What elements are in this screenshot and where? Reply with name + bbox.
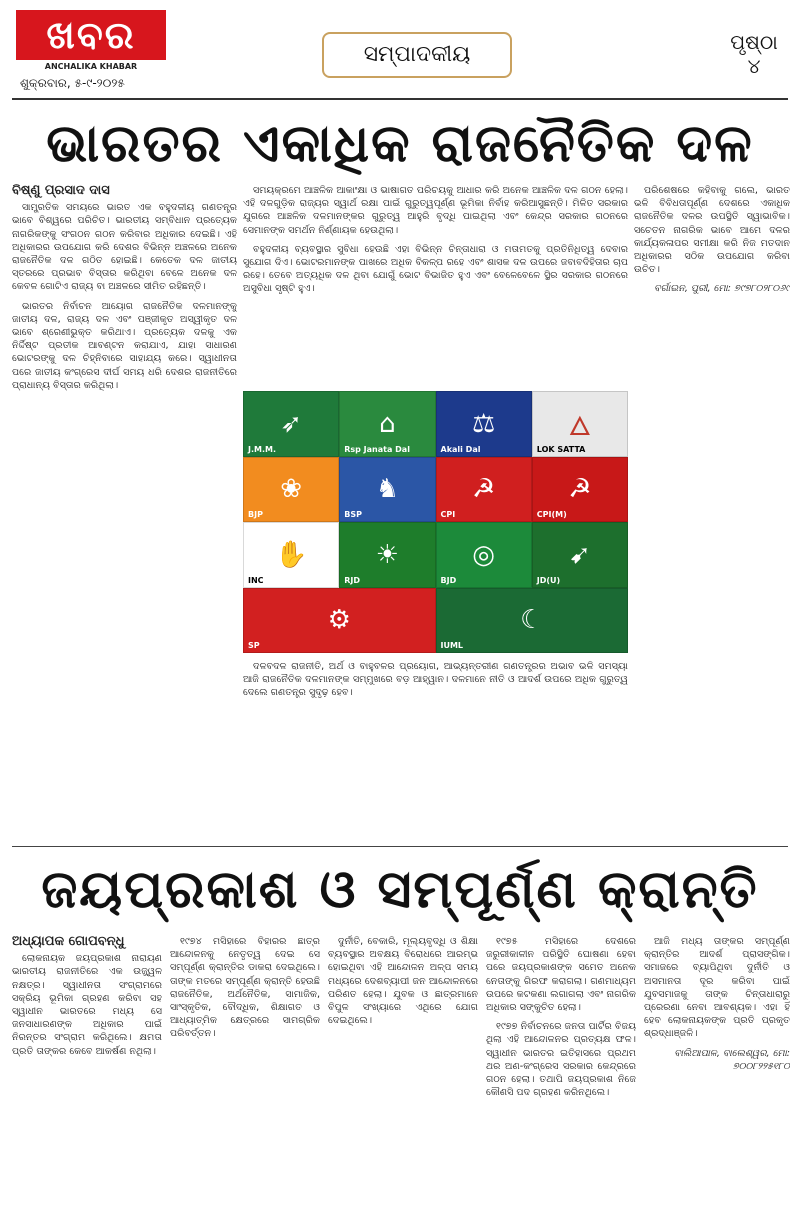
- party-flag-label: JD(U): [536, 575, 561, 585]
- article-2-signature: ବାଲିଆପାଳ, ବାଲେଶ୍ୱର, ମୋ: ୭୦୦୮୨୨୫୧୮୦: [674, 1047, 790, 1072]
- party-flag: [436, 588, 629, 654]
- torch-icon: 🜂: [568, 412, 592, 443]
- article-1-column-2-top: [243, 184, 628, 384]
- page-number: ୪: [747, 54, 761, 78]
- article-1-column-1: [12, 184, 237, 834]
- party-flag: [339, 457, 435, 523]
- party-flag: [436, 457, 532, 523]
- paragraph: ପରିଶେଷରେ କହିବାକୁ ଗଲେ, ଭାରତ ଭଳି ବିବିଧତାପୂର୍ଣ୍ଣ ଦେଶରେ ଏକାଧିକ ରାଜନୈତିକ ଦଳର ଉପସ୍ଥିତି ସ୍ୱାଭାବିକ। ସଚେତନ ନାଗରିକ ଭାବେ ଆମେ ଦଳର କାର୍ଯ୍ୟକଳାପର ସମୀକ୍ଷା କରି ନିଜ ମତଦାନ ଅଧିକାରର ସଠିକ ଉପଯୋଗ କରିବା ଉଚିତ।: [634, 185, 790, 276]
- article-2-column-2: [170, 935, 320, 1205]
- party-flag: [243, 391, 339, 457]
- newspaper-logo: [16, 10, 166, 72]
- hammer-sickle-icon: ☭: [471, 474, 496, 505]
- party-flags-image: [243, 391, 628, 653]
- party-flag: [243, 457, 339, 523]
- paragraph: ଲୋକନାୟକ ଜୟପ୍ରକାଶ ନାରାୟଣ ଭାରତୀୟ ରାଜନୀତିରେ ଏକ ଉଜ୍ଜ୍ୱଳ ନକ୍ଷତ୍ର। ସ୍ୱାଧୀନତା ସଂଗ୍ରାମରେ ସକ୍ରିୟ ଭୂମିକା ଗ୍ରହଣ କରିବା ସହ ସ୍ୱାଧୀନ ଭାରତରେ ମଧ୍ୟ ସେ ଜନସାଧାରଣଙ୍କ ଅଧିକାର ପାଇଁ ନିରନ୍ତର ସଂଗ୍ରାମ କରିଥିଲେ। କ୍ଷମତା ପ୍ରତି ତାଙ୍କର କେବେ ଆକର୍ଷଣ ନଥିଲା।: [12, 953, 162, 1057]
- party-flag-label: IUML: [440, 641, 464, 650]
- paragraph: ଦଳବଦଳ ରାଜନୀତି, ଅର୍ଥ ଓ ବାହୁବଳର ପ୍ରୟୋଗ, ଆଭ୍ୟନ୍ତରୀଣ ଗଣତନ୍ତ୍ରର ଅଭାବ ଭଳି ସମସ୍ୟା ଆଜି ରାଜନୈତିକ ଦଳମାନଙ୍କ ସମ୍ମୁଖରେ ବଡ଼ ଆହ୍ୱାନ। ଦଳମାନେ ନୀତି ଓ ଆଦର୍ଶ ଉପରେ ଅଧିକ ଗୁରୁତ୍ୱ ଦେଲେ ଗଣତନ୍ତ୍ର ସୁଦୃଢ଼ ହେବ।: [243, 661, 628, 699]
- paragraph: ସମୟକ୍ରମେ ଆଞ୍ଚଳିକ ଆକାଂକ୍ଷା ଓ ଭାଷାଗତ ପରିଚୟକୁ ଆଧାର କରି ଅନେକ ଆଞ୍ଚଳିକ ଦଳ ଗଠନ ହେଲା। ଏହି ଦଳଗୁଡ଼ିକ ରାଜ୍ୟର ସ୍ୱାର୍ଥ ରକ୍ଷା ପାଇଁ ଗୁରୁତ୍ୱପୂର୍ଣ୍ଣ ଭୂମିକା ନିର୍ବାହ କରିଆସୁଛନ୍ତି। ମିଳିତ ସରକାର ଯୁଗରେ ଆଞ୍ଚଳିକ ଦଳମାନଙ୍କର ଗୁରୁତ୍ୱ ଆହୁରି ବୃଦ୍ଧି ପାଇଥିଲା ଏବଂ କେନ୍ଦ୍ର ସରକାର ଗଠନରେ ସେମାନଙ୍କ ସମର୍ଥନ ନିର୍ଣ୍ଣାୟକ ହେଉଥିଲା।: [243, 185, 628, 236]
- paragraph: ଆଜି ମଧ୍ୟ ତାଙ୍କର ସମ୍ପୂର୍ଣ୍ଣ କ୍ରାନ୍ତିର ଆଦର୍ଶ ପ୍ରାସଙ୍ଗିକ। ସମାଜରେ ବ୍ୟାପିଥିବା ଦୁର୍ନୀତି ଓ ଅସମାନତା ଦୂର କରିବା ପାଇଁ ଯୁବସମାଜକୁ ତାଙ୍କ ଚିନ୍ତାଧାରାରୁ ପ୍ରେରଣା ନେବା ଆବଶ୍ୟକ। ଏହା ହିଁ ହେବ ଲୋକନାୟକଙ୍କ ପ୍ରତି ପ୍ରକୃତ ଶ୍ରଦ୍ଧାଞ୍ଜଳି।: [644, 936, 790, 1040]
- elephant-icon: ♞: [375, 474, 400, 505]
- party-flag: [532, 391, 628, 457]
- party-flag: [436, 522, 532, 588]
- section-label: ସମ୍ପାଦକୀୟ: [322, 32, 512, 78]
- scale-icon: ⚖: [471, 408, 496, 439]
- party-flag-label: INC: [248, 575, 264, 585]
- party-flag-label: Akali Dal: [440, 444, 481, 454]
- article-1-signature: ବର୍ଗାଇନ, ପୁରୀ, ମୋ: ୭୯୭୮୦୨୮୦୬୯: [654, 283, 790, 295]
- party-flag-label: Rsp Janata Dal: [344, 444, 410, 454]
- hand-icon: ✋: [274, 539, 308, 570]
- issue-date: ଶୁକ୍ରବାର, ୫-୯-୨୦୨୫: [20, 76, 125, 90]
- party-flag-label: BJD: [440, 575, 457, 585]
- article-1-byline: ବିଷ୍ଣୁ ପ୍ରସାଦ ଦାସ: [12, 184, 110, 198]
- paragraph: ବହୁଦଳୀୟ ବ୍ୟବସ୍ଥାର ସୁବିଧା ହେଉଛି ଏହା ବିଭିନ୍ନ ଚିନ୍ତାଧାରା ଓ ମତାମତକୁ ପ୍ରତିନିଧିତ୍ୱ ଦେବାର ସୁଯୋଗ ଦିଏ। ଭୋଟରମାନଙ୍କ ପାଖରେ ଅଧିକ ବିକଳ୍ପ ରହେ ଏବଂ ଶାସକ ଦଳ ଉପରେ ଜବାବଦିହିତାର ଚାପ ରହେ। ତେବେ ଅତ୍ୟଧିକ ଦଳ ଥିବା ଯୋଗୁଁ ଭୋଟ ବିଭାଜିତ ହୁଏ ଏବଂ ବେଳେବେଳେ ସ୍ଥିର ସରକାର ଗଠନରେ ଅସୁବିଧା ସୃଷ୍ଟି ହୁଏ।: [243, 243, 628, 295]
- party-flag-label: J.M.M.: [248, 444, 277, 454]
- paragraph: ଭାରତର ନିର୍ବାଚନ ଆୟୋଗ ରାଜନୈତିକ ଦଳମାନଙ୍କୁ ଜାତୀୟ ଦଳ, ରାଜ୍ୟ ଦଳ ଏବଂ ପଞ୍ଜୀକୃତ ଅସ୍ୱୀକୃତ ଦଳ ଭାବେ ଶ୍ରେଣୀଭୁକ୍ତ କରିଥାଏ। ପ୍ରତ୍ୟେକ ଦଳକୁ ଏକ ନିର୍ଦ୍ଦିଷ୍ଟ ପ୍ରତୀକ ଆବଣ୍ଟନ କରାଯାଏ, ଯାହା ସାଧାରଣ ଭୋଟରଙ୍କୁ ଦଳ ଚିହ୍ନିବାରେ ସାହାଯ୍ୟ କରେ। ସ୍ୱାଧୀନତା ପରେ ଜାତୀୟ କଂଗ୍ରେସ ଦୀର୍ଘ ସମୟ ଧରି ଦେଶର ରାଜନୀତିରେ ପ୍ରାଧାନ୍ୟ ବିସ୍ତାର କରିଥିଲା।: [12, 300, 237, 391]
- party-flag: [436, 391, 532, 457]
- logo-wordmark: ଖବର: [16, 10, 166, 60]
- article-2-headline: ଜୟପ୍ରକାଶ ଓ ସମ୍ପୂର୍ଣ୍ଣ କ୍ରାନ୍ତି: [41, 860, 759, 920]
- article-2-column-5: [644, 935, 790, 1205]
- party-flag-label: BJP: [248, 510, 263, 519]
- conch-icon: ◎: [472, 539, 495, 570]
- party-flag-label: LOK SATTA: [536, 444, 586, 454]
- bow-arrow-icon: ➶: [280, 408, 303, 439]
- article-1-column-2-bottom: [243, 660, 628, 838]
- hammer-sickle-star-icon: ☭: [568, 474, 592, 505]
- article-2-column-4: [486, 935, 636, 1205]
- party-flag: [339, 522, 435, 588]
- hut-icon: ⌂: [379, 408, 396, 439]
- lantern-icon: ☀: [375, 539, 400, 570]
- paragraph: ସାମ୍ପ୍ରତିକ ସମୟରେ ଭାରତ ଏକ ବହୁଦଳୀୟ ଗଣତନ୍ତ୍ର ଭାବେ ବିଶ୍ୱରେ ପରିଚିତ। ଭାରତୀୟ ସମ୍ବିଧାନ ପ୍ରତ୍ୟେକ ନାଗରିକଙ୍କୁ ସଂଗଠନ ଗଠନ କରିବାର ଅଧିକାର ଦେଇଛି। ଏହି ଅଧିକାରର ଉପଯୋଗ କରି ଦେଶର ବିଭିନ୍ନ ଅଞ୍ଚଳରେ ଅନେକ ରାଜନୈତିକ ଦଳ ଗଠିତ ହୋଇଛି। କେତେକ ଦଳ ଜାତୀୟ ସ୍ତରରେ ପ୍ରଭାବ ବିସ୍ତାର କରିଥିବା ବେଳେ ଅନେକ ଦଳ କେବଳ ଗୋଟିଏ ରାଜ୍ୟ ବା ଅଞ୍ଚଳରେ ସୀମିତ ରହିଛନ୍ତି।: [12, 202, 237, 293]
- page-number-block: [718, 30, 790, 78]
- logo-tagline: ANCHALIKA KHABAR: [44, 62, 138, 71]
- paragraph: ଦୁର୍ନୀତି, ବେକାରି, ମୂଲ୍ୟବୃଦ୍ଧି ଓ ଶିକ୍ଷା ବ୍ୟବସ୍ଥାର ଅବକ୍ଷୟ ବିରୋଧରେ ଆରମ୍ଭ ହୋଇଥିବା ଏହି ଆନ୍ଦୋଳନ ଅଳ୍ପ ସମୟ ମଧ୍ୟରେ ଦେଶବ୍ୟାପୀ ଜନ ଆନ୍ଦୋଳନରେ ପରିଣତ ହେଲା। ଯୁବକ ଓ ଛାତ୍ରମାନେ ବିପୁଳ ସଂଖ୍ୟାରେ ଏଥିରେ ଯୋଗ ଦେଇଥିଲେ।: [328, 936, 478, 1027]
- article-1-column-3: [634, 184, 790, 834]
- divider: [12, 98, 788, 100]
- masthead: [0, 0, 800, 92]
- page-label: ପୃଷ୍ଠା: [730, 30, 778, 54]
- article-2-column-3: [328, 935, 478, 1205]
- party-flag: [339, 391, 435, 457]
- party-flag-label: SP: [248, 641, 260, 650]
- party-flag-label: CPI(M): [536, 510, 567, 519]
- party-flag: [243, 522, 339, 588]
- article-1-headline: ଭାରତର ଏକାଧିକ ରାଜନୈତିକ ଦଳ: [46, 114, 754, 174]
- party-flag-label: CPI: [440, 510, 456, 519]
- party-flag-label: BSP: [344, 510, 362, 519]
- crescent-icon: ☾: [520, 605, 544, 636]
- cycle-icon: ⚙: [327, 605, 351, 636]
- lotus-icon: ❀: [280, 474, 303, 505]
- paragraph: ୧୯୭୪ ମସିହାରେ ବିହାରର ଛାତ୍ର ଆନ୍ଦୋଳନକୁ ନେତୃତ୍ୱ ଦେଇ ସେ ସମ୍ପୂର୍ଣ୍ଣ କ୍ରାନ୍ତିର ଡାକରା ଦେଇଥିଲେ। ତାଙ୍କ ମତରେ ସମ୍ପୂର୍ଣ୍ଣ କ୍ରାନ୍ତି ହେଉଛି ରାଜନୈତିକ, ଅର୍ଥନୈତିକ, ସାମାଜିକ, ସାଂସ୍କୃତିକ, ବୌଦ୍ଧିକ, ଶିକ୍ଷାଗତ ଓ ଆଧ୍ୟାତ୍ମିକ କ୍ଷେତ୍ରରେ ସାମଗ୍ରିକ ପରିବର୍ତ୍ତନ।: [170, 936, 320, 1040]
- party-flag-label: RJD: [344, 575, 361, 585]
- divider: [12, 846, 788, 847]
- article-2-column-1: [12, 935, 162, 1205]
- paragraph: ୧୯୭୫ ମସିହାରେ ଦେଶରେ ଜରୁରୀକାଳୀନ ପରିସ୍ଥିତି ଘୋଷଣା ହେବା ପରେ ଜୟପ୍ରକାଶଙ୍କ ସମେତ ଅନେକ ନେତାଙ୍କୁ ଗିରଫ କରାଗଲା। ଗଣମାଧ୍ୟମ ଉପରେ କଟକଣା ଲଗାଗଲା ଏବଂ ନାଗରିକ ଅଧିକାର ସଙ୍କୁଚିତ ହେଲା।: [486, 936, 636, 1014]
- party-flag: [532, 457, 628, 523]
- article-2-byline: ଅଧ୍ୟାପକ ଗୋପବନ୍ଧୁ: [12, 935, 125, 949]
- party-flag: [532, 522, 628, 588]
- paragraph: ୧୯୭୭ ନିର୍ବାଚନରେ ଜନତା ପାର୍ଟିର ବିଜୟ ଥିଲା ଏହି ଆନ୍ଦୋଳନର ପ୍ରତ୍ୟକ୍ଷ ଫଳ। ସ୍ୱାଧୀନ ଭାରତର ଇତିହାସରେ ପ୍ରଥମ ଥର ଅଣ-କଂଗ୍ରେସ ସରକାର କେନ୍ଦ୍ରରେ ଗଠନ ହେଲା। ତଥାପି ଜୟପ୍ରକାଶ ନିଜେ କୌଣସି ପଦ ଗ୍ରହଣ କରିନଥିଲେ।: [486, 1021, 636, 1099]
- party-flag: [243, 588, 436, 654]
- arrow-icon: ➹: [568, 539, 591, 570]
